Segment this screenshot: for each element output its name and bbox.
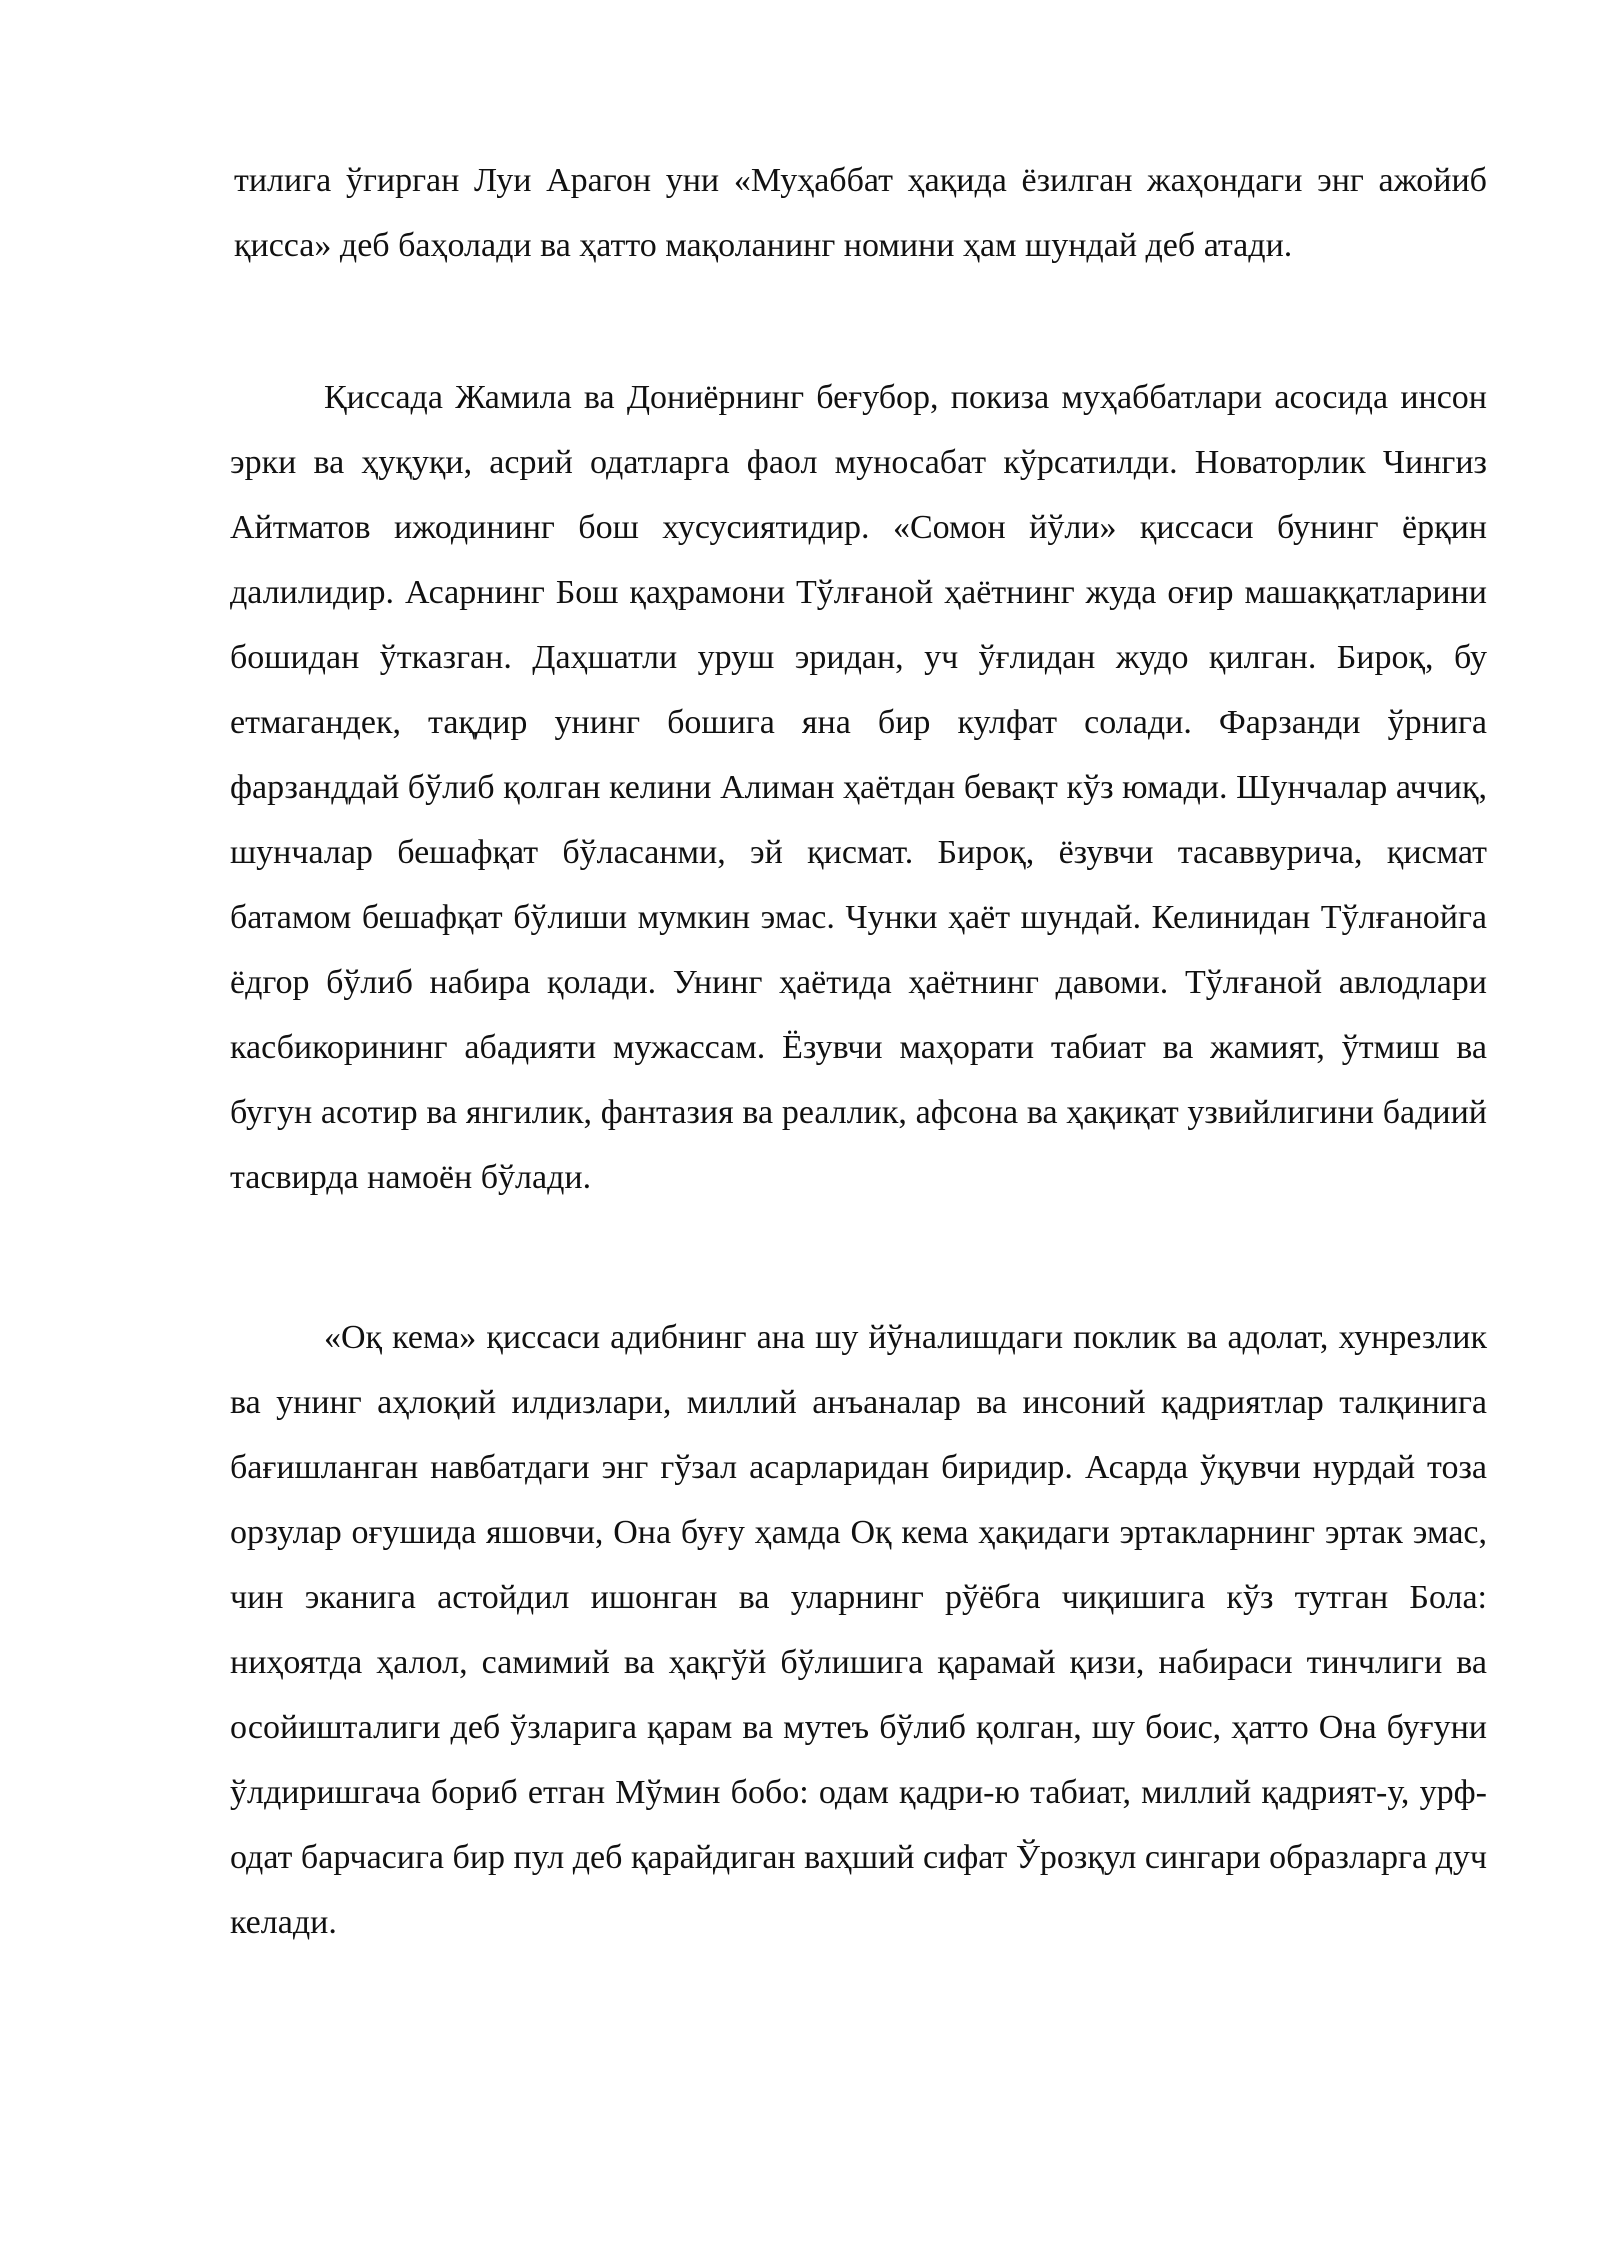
paragraph-continuation: тилига ўгирган Луи Арагон уни «Муҳаббат ҳақида ёзилган жаҳондаги энг ажойиб қисса» деб баҳолади ва ҳатто мақоланинг номини ҳам шундай деб атади.	[234, 162, 1487, 264]
paragraph-sky-road: Қиссада Жамила ва Дониёрнинг беғубор, покиза муҳаббатлари асосида инсон эрки ва ҳуқуқи, асрий одатларга фаол муносабат кўрсатилди. Новаторлик Чингиз Айтматов ижодининг бош хусусиятидир. «Сомон йўли» қиссаси бунинг ёрқин далилидир. Асарнинг Бош қаҳрамони Тўлғаной ҳаётнинг жуда оғир машаққатларини бошидан ўтказган. Даҳшатли уруш эридан, уч ўғлидан жудо қилган. Бироқ, бу етмагандек, тақдир унинг бошига яна бир кулфат солади. Фарзанди ўрнига фарзанддай бўлиб қолган келини Алиман ҳаётдан бевақт кўз юмади. Шунчалар аччиқ, шунчалар бешафқат бўласанми, эй қисмат. Бироқ, ёзувчи тасаввурича, қисмат батамом бешафқат бўлиши мумкин эмас. Чунки ҳаёт шундай. Келинидан Тўлғанойга ёдгор бўлиб набира қолади. Унинг ҳаётида ҳаётнинг давоми. Тўлғаной авлодлари касбикорининг абадияти мужассам. Ёзувчи маҳорати табиат ва жамият, ўтмиш ва бугун асотир ва янгилик, фантазия ва реаллик, афсона ва ҳақиқат узвийлигини бадиий тасвирда намоён бўлади.	[230, 379, 1487, 1196]
paragraph-white-ship: «Оқ кема» қиссаси адибнинг ана шу йўналишдаги поклик ва адолат, хунрезлик ва унинг аҳлоқий илдизлари, миллий анъаналар ва инсоний қадриятлар талқинига бағишланган навбатдаги энг гўзал асарларидан биридир. Асарда ўқувчи нурдай тоза орзулар оғушида яшовчи, Она буғу ҳамда Оқ кема ҳақидаги эртакларнинг эртак эмас, чин эканига астойдил ишонган ва уларнинг рўёбга чиқишига кўз тутган Бола: ниҳоятда ҳалол, самимий ва ҳақгўй бўлишига қарамай қизи, набираси тинчлиги ва осойишталиги деб ўзларига қарам ва мутеъ бўлиб қолган, шу боис, ҳатто Она буғуни ўлдиришгача бориб етган Мўмин бобо: одам қадри-ю табиат, миллий қадрият-у, урф-одат барчасига бир пул деб қарайдиган ваҳший сифат Ўрозқул сингари образларга дуч келади.	[230, 1319, 1487, 1941]
